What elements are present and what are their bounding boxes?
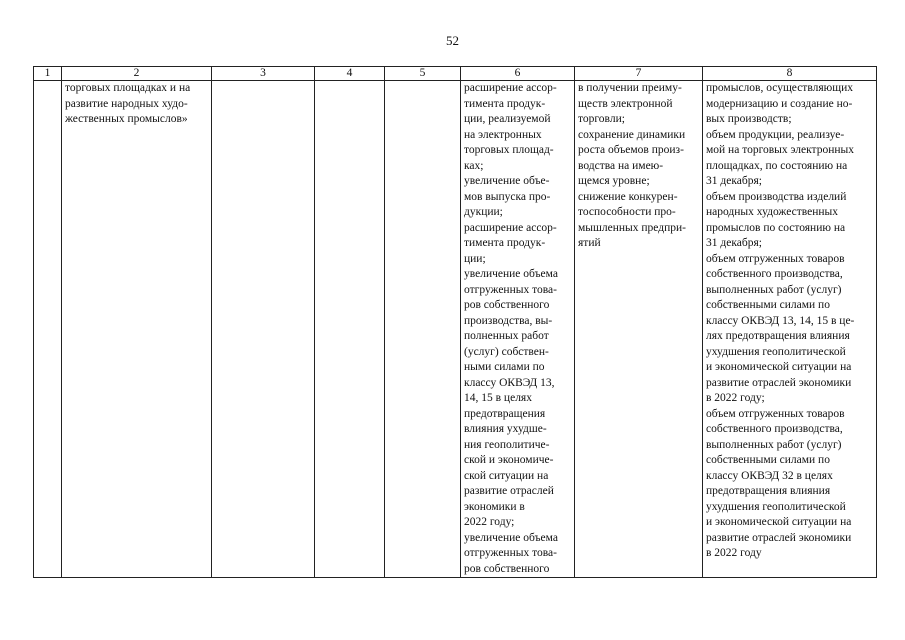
cell-text-line: торговых площадках и на: [65, 82, 191, 94]
cell-text-line: увеличение объема: [464, 531, 558, 544]
cell-col-1: [34, 81, 62, 578]
cell-text-line: объем отгруженных товаров: [706, 252, 845, 265]
cell-col-4: [315, 81, 385, 578]
cell-text-line: ятий: [578, 237, 601, 249]
cell-text-line: на электронных: [464, 128, 542, 141]
cell-text-line: щемся уровне;: [578, 175, 650, 187]
cell-text-line: и экономической ситуации на: [706, 516, 852, 528]
cell-text-line: предотвращения: [464, 407, 546, 420]
cell-text-line: мов выпуска про-: [464, 190, 551, 203]
cell-text-line: объем производства изделий: [706, 190, 847, 203]
cell-text-line: объем продукции, реализуе-: [706, 128, 845, 141]
cell-text-line: мышленных предпри-: [578, 221, 686, 234]
cell-text-line: экономики в: [464, 500, 525, 513]
cell-text-line: водства на имею-: [578, 159, 664, 172]
cell-text-line: полненных работ: [464, 330, 549, 342]
cell-text-line: собственными силами по: [706, 299, 830, 311]
cell-text-line: в 2022 году;: [706, 392, 765, 404]
cell-text-line: увеличение объе-: [464, 175, 550, 187]
cell-text-line: собственного производства,: [706, 268, 843, 280]
cell-text-line: классу ОКВЭД 13, 14, 15 в це-: [706, 314, 855, 327]
cell-text-line: развитие народных худо-: [65, 97, 188, 110]
page-number: 52: [446, 33, 459, 48]
cell-text-line: и экономической ситуации на: [706, 361, 852, 373]
cell-text-line: отгруженных това-: [464, 547, 557, 559]
col-header-8: 8: [703, 67, 877, 81]
cell-text-line: расширение ассор-: [464, 221, 557, 234]
cell-col-6: [461, 81, 575, 578]
cell-text-line: сохранение динамики: [578, 128, 686, 141]
cell-text-line: 2022 году;: [464, 516, 515, 528]
cell-text-line: увеличение объема: [464, 268, 558, 280]
cell-text-line: ными силами по: [464, 361, 545, 373]
cell-text-line: ской ситуации на: [464, 469, 549, 482]
cell-text-line: (услуг) собствен-: [464, 345, 549, 358]
cell-text-line: ках;: [464, 159, 484, 172]
cell-text-line: лях предотвращения влияния: [706, 330, 850, 342]
cell-text-line: собственного производства,: [706, 423, 843, 435]
cell-text-line: промыслов по состоянию на: [706, 221, 846, 234]
cell-text-line: ров собственного: [464, 562, 550, 575]
cell-text-line: классу ОКВЭД 32 в целях: [706, 469, 833, 482]
cell-col-7: [575, 81, 703, 578]
cell-text-line: ской и экономиче-: [464, 454, 554, 466]
cell-text-line: ции;: [464, 252, 486, 265]
cell-text-line: развитие отраслей экономики: [706, 376, 852, 389]
cell-text-line: вых производств;: [706, 113, 792, 125]
cell-text-line: модернизацию и создание но-: [706, 97, 853, 110]
col-header-7: 7: [575, 67, 703, 81]
table-row: [34, 81, 877, 578]
cell-text-line: жественных промыслов»: [65, 113, 188, 125]
cell-text-line: мой на торговых электронных: [706, 144, 854, 156]
cell-text-line: народных художественных: [706, 206, 839, 218]
cell-col-5: [385, 81, 461, 578]
cell-text-line: дукции;: [464, 206, 503, 218]
col-header-6: 6: [461, 67, 575, 81]
cell-text-line: промыслов, осуществляющих: [706, 82, 853, 94]
cell-text-line: влияния ухудше-: [464, 423, 547, 435]
col-header-4: 4: [315, 67, 385, 81]
cell-text-line: выполненных работ (услуг): [706, 283, 842, 296]
cell-text-line: в 2022 году: [706, 547, 762, 559]
col-header-2: 2: [62, 67, 212, 81]
cell-text-line: ухудшения геополитической: [706, 345, 846, 358]
cell-col-8: [703, 81, 877, 578]
col-header-5: 5: [385, 67, 461, 81]
cell-text-line: торговли;: [578, 113, 625, 125]
cell-text-line: собственными силами по: [706, 454, 830, 466]
cell-col-3: [212, 81, 315, 578]
cell-text-line: 31 декабря;: [706, 237, 762, 249]
cell-text-line: площадках, по состоянию на: [706, 159, 848, 172]
cell-text-line: роста объемов произ-: [578, 144, 684, 156]
cell-text-line: ров собственного: [464, 299, 550, 311]
cell-text-line: развитие отраслей экономики: [706, 531, 852, 544]
cell-text-line: снижение конкурен-: [578, 190, 678, 203]
col-header-1: 1: [34, 67, 62, 81]
cell-text-line: расширение ассор-: [464, 82, 557, 94]
cell-text-line: производства, вы-: [464, 314, 553, 327]
cell-text-line: 31 декабря;: [706, 175, 762, 187]
cell-text-line: развитие отраслей: [464, 485, 554, 497]
cell-text-line: 14, 15 в целях: [464, 392, 532, 404]
cell-text-line: тимента продук-: [464, 97, 546, 110]
cell-text-line: ния геополитиче-: [464, 438, 550, 451]
cell-text-line: классу ОКВЭД 13,: [464, 376, 555, 389]
cell-text-line: ции, реализуемой: [464, 113, 551, 125]
cell-text-line: тимента продук-: [464, 237, 546, 249]
col-header-3: 3: [212, 67, 315, 81]
cell-text-line: объем отгруженных товаров: [706, 407, 845, 420]
cell-text-line: предотвращения влияния: [706, 485, 831, 497]
program-table: [33, 66, 877, 578]
cell-text-line: торговых площад-: [464, 144, 554, 156]
cell-text-line: в получении преиму-: [578, 82, 682, 94]
cell-text-line: ухудшения геополитической: [706, 500, 846, 513]
cell-col-2: [62, 81, 212, 578]
cell-text-line: тоспособности про-: [578, 206, 676, 218]
cell-text-line: выполненных работ (услуг): [706, 438, 842, 451]
cell-text-line: отгруженных това-: [464, 283, 557, 296]
cell-text-line: ществ электронной: [578, 97, 673, 110]
header-row: [34, 67, 877, 81]
